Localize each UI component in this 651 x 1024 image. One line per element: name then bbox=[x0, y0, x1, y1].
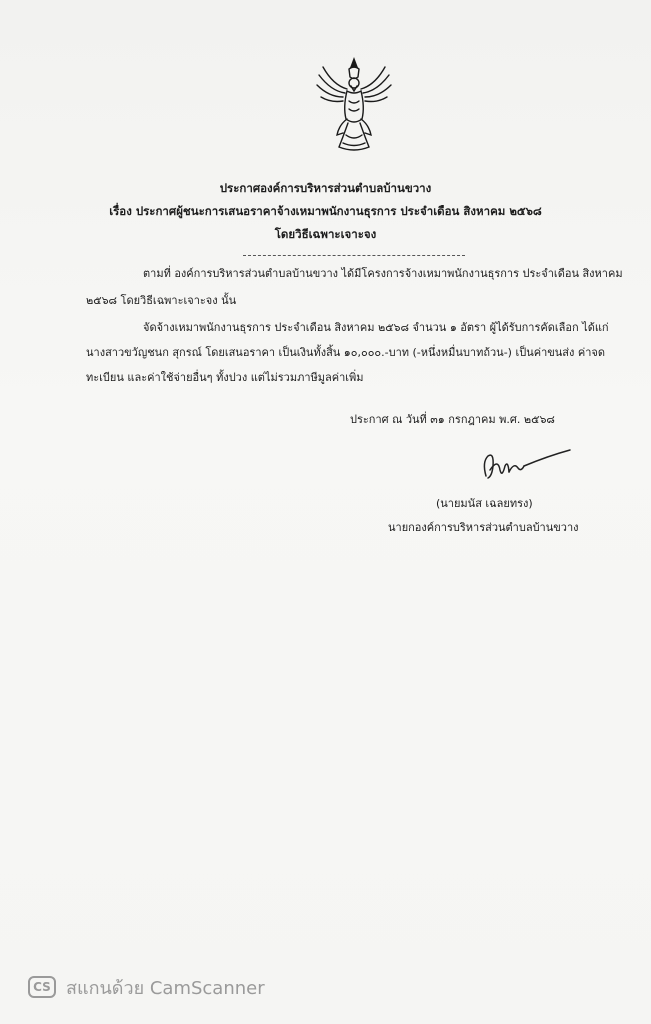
paragraph-1-line-2: ๒๕๖๘ โดยวิธีเฉพาะเจาะจง นั้น bbox=[86, 294, 237, 307]
paragraph-2-line-1: จัดจ้างเหมาพนักงานธุรการ ประจำเดือน สิงหาคม ๒๕๖๘ จำนวน ๑ อัตรา ผู้ได้รับการคัดเลือก ได้แก่ bbox=[143, 321, 609, 334]
announcement-date: ประกาศ ณ วันที่ ๓๑ กรกฎาคม พ.ศ. ๒๕๖๘ bbox=[350, 413, 555, 426]
heading-divider bbox=[243, 255, 465, 256]
signatory-name: (นายมนัส เฉลยทรง) bbox=[436, 497, 533, 510]
org-heading: ประกาศองค์การบริหารส่วนตำบลบ้านขวาง bbox=[219, 181, 432, 195]
method-heading: โดยวิธีเฉพาะเจาะจง bbox=[274, 227, 377, 241]
garuda-emblem-icon bbox=[313, 55, 395, 155]
paragraph-1-line-1: ตามที่ องค์การบริหารส่วนตำบลบ้านขวาง ได้มีโครงการจ้างเหมาพนักงานธุรการ ประจำเดือน สิงหาคม bbox=[143, 267, 623, 280]
paragraph-2-line-3: ทะเบียน และค่าใช้จ่ายอื่นๆ ทั้งปวง แต่ไม่รวมภาษีมูลค่าเพิ่ม bbox=[86, 371, 364, 384]
subject-heading: เรื่อง ประกาศผู้ชนะการเสนอราคาจ้างเหมาพนักงานธุรการ ประจำเดือน สิงหาคม ๒๕๖๘ bbox=[109, 204, 542, 218]
watermark-text: สแกนด้วย CamScanner bbox=[66, 977, 265, 999]
paragraph-2-line-2: นางสาวขวัญชนก สุกรณ์ โดยเสนอราคา เป็นเงินทั้งสิ้น ๑๐,๐๐๐.-บาท (-หนึ่งหมื่นบาทถ้วน-) เป็นค่าขนส่ง ค่าจด bbox=[86, 346, 606, 359]
camscanner-watermark bbox=[28, 972, 265, 1002]
signatory-position: นายกองค์การบริหารส่วนตำบลบ้านขวาง bbox=[388, 521, 579, 534]
camscanner-icon: CS bbox=[28, 976, 56, 998]
handwritten-signature bbox=[478, 448, 573, 484]
